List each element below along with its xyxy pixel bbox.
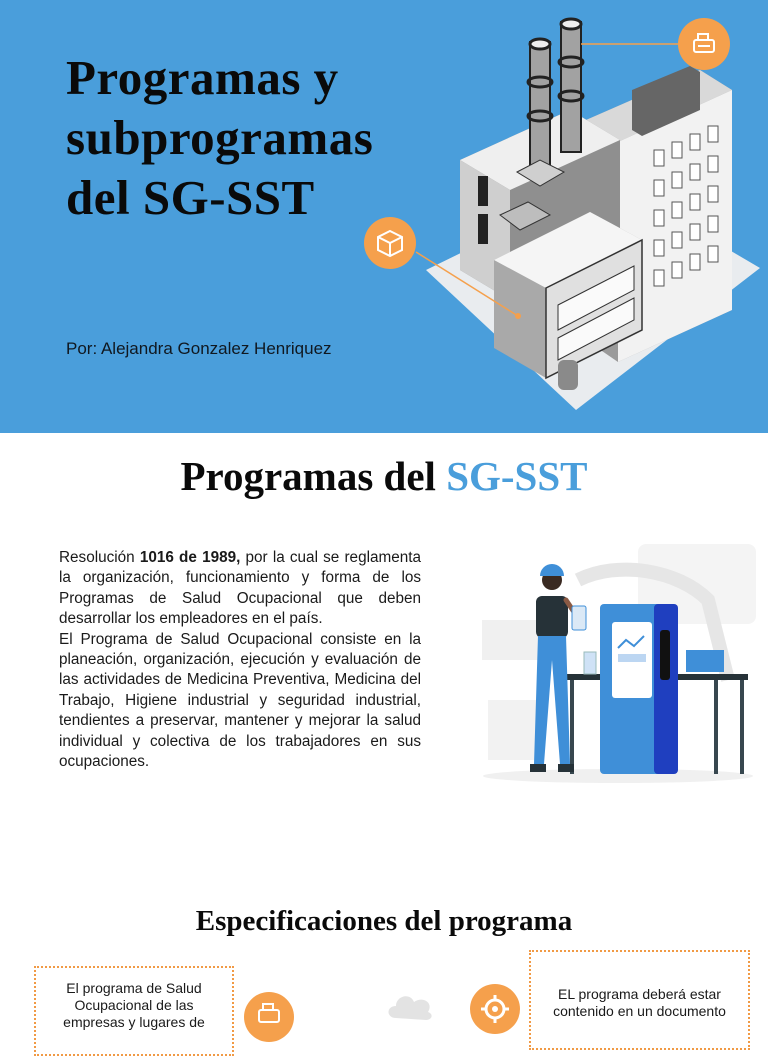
hero-title-line-2: subprogramas xyxy=(66,110,374,165)
specs-section-title: Especificaciones del programa xyxy=(195,905,573,937)
cloud-icon xyxy=(384,988,436,1024)
paragraph-1-rest: por la cual se reglamenta la organización, funcionamiento y forma de los Programas de Salud Ocupacional que deben desarrollar los empleadores en el país. xyxy=(59,549,421,628)
gear-icon xyxy=(470,984,520,1034)
fax-icon xyxy=(244,992,294,1042)
hero-title-line-3: del SG-SST xyxy=(66,170,315,225)
spec-card-left xyxy=(34,966,234,1056)
programs-title-accent: SG-SST xyxy=(446,453,588,499)
resolution-number: 1016 de 1989, xyxy=(139,549,241,566)
programs-paragraph-1 xyxy=(59,548,421,630)
programs-paragraph-2: El Programa de Salud Ocupacional consiste en la planeación, organización, ejecución y evaluación de las actividades de Medicina Preventiva, Medicina del Trabajo, Higiene industrial y seguridad industrial, tendientes a preservar, mantener y mejorar la salud individual y colectiva de los trabajadores en sus ocupaciones. xyxy=(59,630,421,771)
spec-card-right-text: EL programa deberá estar contenido en un documento xyxy=(553,986,726,1019)
programs-section-title xyxy=(0,452,768,500)
hero-author: Por: Alejandra Gonzalez Henriquez xyxy=(66,339,332,358)
spec-card-right xyxy=(529,950,750,1050)
spec-card-left-text: El programa de Salud Ocupacional de las empresas y lugares de xyxy=(63,980,205,1030)
paragraph-1-intro: Resolución xyxy=(59,549,140,566)
hero-title-line-1: Programas y xyxy=(66,50,339,105)
hero-banner xyxy=(0,0,768,433)
fax-icon xyxy=(678,18,730,70)
worker-illustration xyxy=(478,540,758,790)
programs-body-text xyxy=(59,548,421,772)
box-icon xyxy=(364,217,416,269)
programs-title-main: Programas del xyxy=(180,453,447,499)
